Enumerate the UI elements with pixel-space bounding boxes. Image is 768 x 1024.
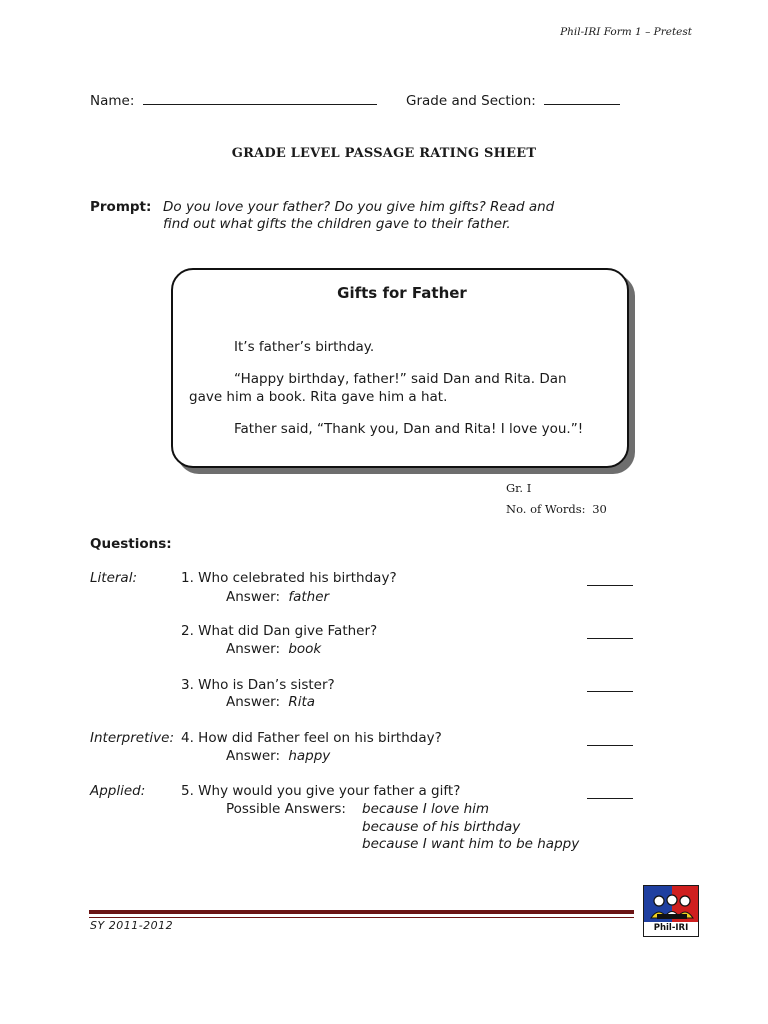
name-field bbox=[90, 92, 377, 109]
questions-label: Questions: bbox=[90, 536, 172, 552]
passage-line-3: gave him a book. Rita gave him a hat. bbox=[189, 389, 448, 405]
question-2-score-blank[interactable] bbox=[587, 638, 633, 639]
passage-title: Gifts for Father bbox=[337, 284, 467, 302]
prompt-label: Prompt: bbox=[90, 199, 152, 215]
question-5-score-blank[interactable] bbox=[587, 798, 633, 799]
answer-value: Rita bbox=[288, 694, 316, 710]
grade-level: Gr. I bbox=[506, 481, 532, 495]
passage-line-4: Father said, “Thank you, Dan and Rita! I love you.”! bbox=[234, 421, 584, 437]
possible-answer-1: because I love him bbox=[362, 801, 490, 817]
answer-label: Answer: bbox=[226, 589, 281, 605]
answer-value: happy bbox=[288, 748, 331, 764]
logo-text: Phil-IRI bbox=[653, 923, 689, 933]
passage-line-1: It’s father’s birthday. bbox=[234, 339, 375, 355]
question-5-text: 5. Why would you give your father a gift? bbox=[181, 783, 461, 799]
question-5-answers-label: Possible Answers: bbox=[226, 801, 346, 817]
question-3-score-blank[interactable] bbox=[587, 691, 633, 692]
prompt-line-2: find out what gifts the children gave to their father. bbox=[163, 216, 511, 232]
answer-label: Answer: bbox=[226, 748, 281, 764]
question-2-answer bbox=[226, 641, 321, 657]
passage-line-2: “Happy birthday, father!” said Dan and Rita. Dan bbox=[234, 371, 567, 387]
prompt-line-1: Do you love your father? Do you give him gifts? Read and bbox=[163, 199, 555, 215]
question-3-text: 3. Who is Dan’s sister? bbox=[181, 677, 335, 693]
footer-rule-thin bbox=[89, 917, 634, 918]
grade-section-blank[interactable] bbox=[544, 92, 620, 105]
question-4-answer bbox=[226, 748, 330, 764]
possible-answer-3: because I want him to be happy bbox=[362, 836, 580, 852]
word-count-value: 30 bbox=[592, 502, 607, 516]
form-label: Phil-IRI Form 1 – Pretest bbox=[560, 26, 692, 38]
question-category-interpretive: Interpretive: bbox=[90, 730, 174, 746]
grade-section-field bbox=[406, 92, 620, 109]
question-1-text: 1. Who celebrated his birthday? bbox=[181, 570, 397, 586]
question-category-applied: Applied: bbox=[90, 783, 146, 799]
question-1-answer bbox=[226, 589, 329, 605]
name-label: Name: bbox=[90, 93, 135, 109]
question-category-literal: Literal: bbox=[90, 570, 137, 586]
possible-answer-2: because of his birthday bbox=[362, 819, 521, 835]
answer-value: father bbox=[288, 589, 330, 605]
answer-label: Answer: bbox=[226, 641, 281, 657]
question-3-answer bbox=[226, 694, 315, 710]
reading-figures-icon bbox=[647, 892, 697, 922]
word-count-label: No. of Words: bbox=[506, 502, 586, 516]
school-year: SY 2011-2012 bbox=[90, 919, 174, 932]
answer-label: Answer: bbox=[226, 694, 281, 710]
word-count bbox=[506, 502, 607, 516]
question-4-score-blank[interactable] bbox=[587, 745, 633, 746]
phil-iri-logo bbox=[643, 885, 699, 937]
question-2-text: 2. What did Dan give Father? bbox=[181, 623, 378, 639]
sheet-title: GRADE LEVEL PASSAGE RATING SHEET bbox=[231, 146, 537, 161]
question-1-score-blank[interactable] bbox=[587, 585, 633, 586]
name-blank[interactable] bbox=[143, 92, 377, 105]
footer-rule-thick bbox=[89, 910, 634, 914]
grade-section-label: Grade and Section: bbox=[406, 93, 536, 109]
question-4-text: 4. How did Father feel on his birthday? bbox=[181, 730, 442, 746]
answer-value: book bbox=[288, 641, 322, 657]
